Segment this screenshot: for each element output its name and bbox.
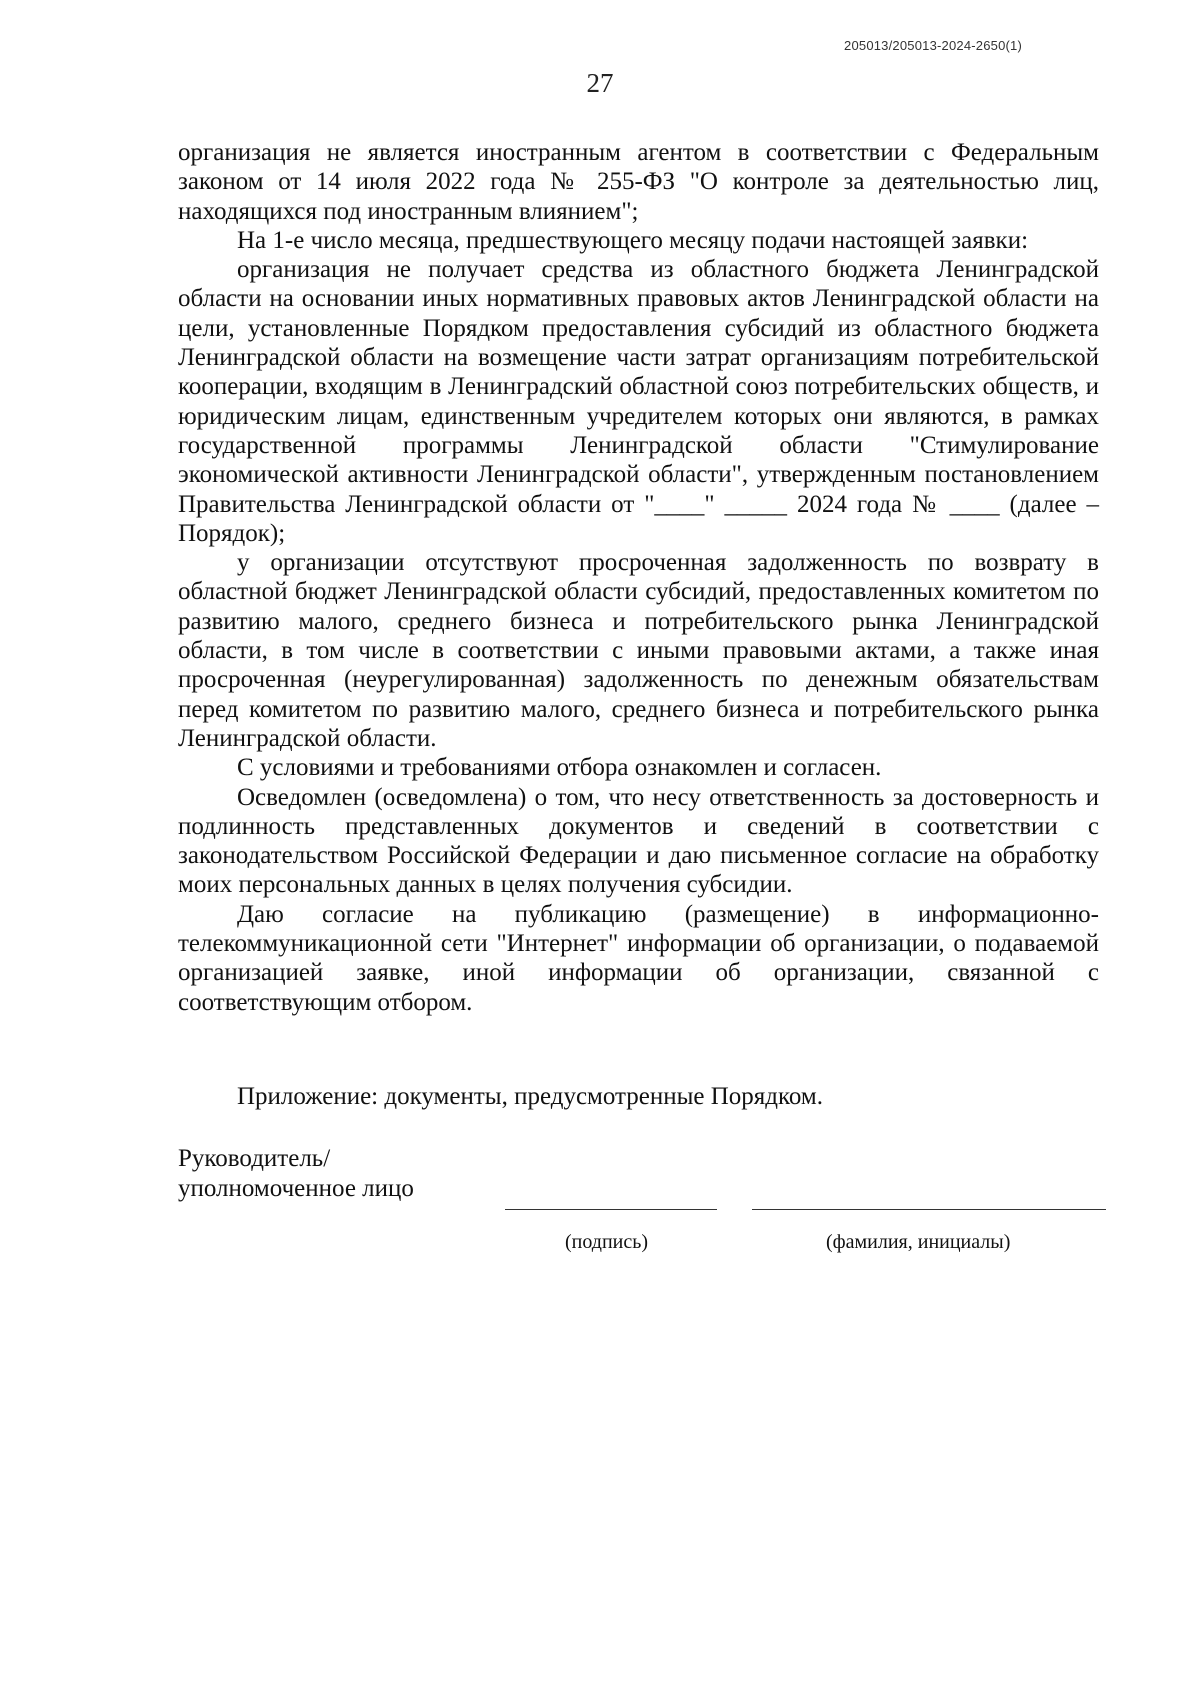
page-number: 27 xyxy=(586,68,614,98)
signer-line-2: уполномоченное лицо xyxy=(178,1175,414,1202)
paragraph-month-date: На 1-е число месяца, предшествующего месяцу подачи настоящей заявки: xyxy=(237,226,1029,254)
paragraph-publication-consent: Даю согласие на публикацию (размещение) в информационно-телекоммуникационной сети "Интернет" информации об организации, о подаваемой организацией заявке, иной информации об организации, связанной с соответствующим отбором. xyxy=(178,900,1099,1016)
signature-line xyxy=(505,1209,717,1210)
attachment-note: Приложение: документы, предусмотренные Порядком. xyxy=(237,1083,823,1110)
name-line xyxy=(752,1209,1106,1210)
paragraph-conditions-agreed: С условиями и требованиями отбора ознакомлен и согласен. xyxy=(237,754,882,782)
paragraph-no-budget-funds: организация не получает средства из областного бюджета Ленинградской области на основании иных нормативных правовых актов Ленинградской области на цели, установленные Порядком предоставления субсидий из областного бюджета Ленинградской области на возмещение части затрат организациям потребительской кооперации, входящим в Ленинградский областной союз потребительских обществ, и юридическим лицам, единственным учредителем которых они являются, в рамках государственной программы Ленинградской области "Стимулирование экономической активности Ленинградской области", утвержденным постановлением Правительства Ленинградской области от "____" _____ 2024 года № ____ (далее – Порядок); xyxy=(178,256,1099,547)
signer-line-1: Руководитель/ xyxy=(178,1145,331,1172)
paragraph-responsibility: Осведомлен (осведомлена) о том, что несу ответственность за достоверность и подлинность представленных документов и сведений в соответствии с законодательством Российской Федерации и даю письменное согласие на обработку моих персональных данных в целях получения субсидии. xyxy=(178,783,1099,899)
document-id: 205013/205013-2024-2650(1) xyxy=(844,38,1022,53)
signature-caption: (подпись) xyxy=(565,1231,649,1253)
signer-label xyxy=(178,1144,414,1204)
name-caption: (фамилия, инициалы) xyxy=(826,1231,1011,1253)
body-text xyxy=(178,138,1099,1017)
paragraph-foreign-agent: организация не является иностранным агентом в соответствии с Федеральным законом от 14 июля 2022 года № 255-ФЗ "О контроле за деятельностью лиц, находящихся под иностранным влиянием"; xyxy=(178,139,1099,225)
paragraph-no-debt: у организации отсутствуют просроченная задолженность по возврату в областной бюджет Ленинградской области субсидий, предоставленных комитетом по развитию малого, среднего бизнеса и потребительского рынка Ленинградской области, в том числе в соответствии с иными правовыми актами, а также иная просроченная (неурегулированная) задолженность по денежным обязательствам перед комитетом по развитию малого, среднего бизнеса и потребительского рынка Ленинградской области. xyxy=(178,549,1099,752)
